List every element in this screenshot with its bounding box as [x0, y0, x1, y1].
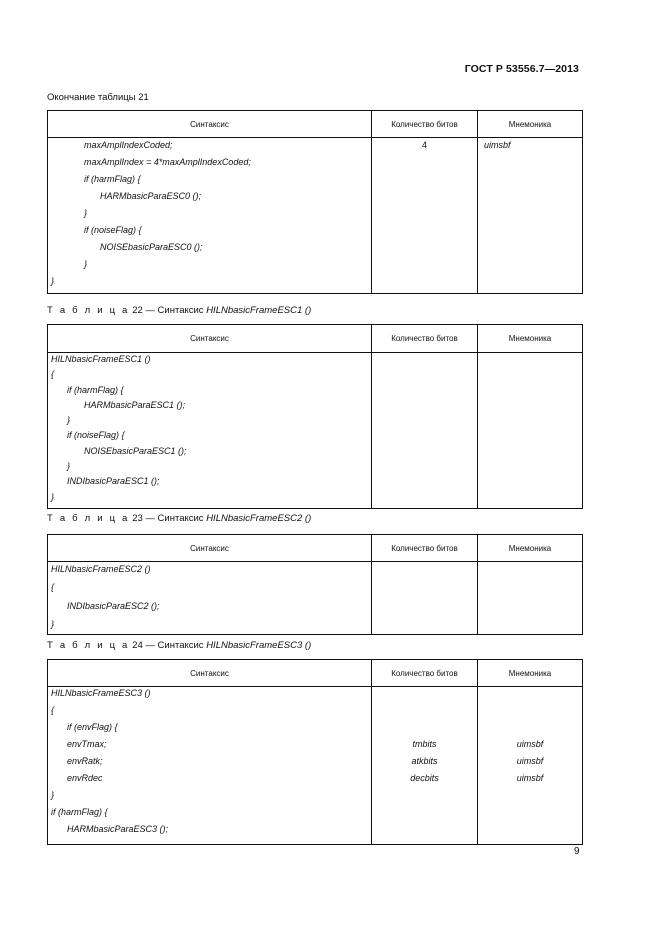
col-header-bits: Количество битов [372, 325, 478, 353]
table21 [47, 110, 583, 294]
mnemonic-cell [478, 138, 583, 294]
table21-caption: Окончание таблицы 21 [47, 92, 149, 103]
col-header-mnemonic: Мнемоника [478, 535, 583, 562]
syntax-line: HARMbasicParaESC0 (); [100, 191, 202, 201]
syntax-line: } [51, 619, 55, 629]
syntax-line: envTmax; [67, 739, 107, 749]
bits-value [372, 722, 477, 739]
table24-caption: Т а б л и ц а 24 — Синтаксис HILNbasicFrameESC3 () [47, 640, 312, 651]
syntax-cell [48, 138, 372, 294]
mnemonic-value: uimsbf [516, 773, 544, 783]
bits-cell [372, 687, 478, 845]
table22 [47, 324, 583, 509]
bits-value: tmbits [412, 739, 437, 749]
col-header-bits: Количество битов [372, 660, 478, 687]
syntax-line: } [51, 790, 55, 800]
document-header: ГОСТ Р 53556.7—2013 [464, 63, 579, 75]
syntax-line: } [51, 491, 55, 502]
mnemonic-value [478, 722, 582, 739]
col-header-bits: Количество битов [372, 535, 478, 562]
col-header-mnemonic: Мнемоника [478, 325, 583, 353]
syntax-line: INDIbasicParaESC2 (); [67, 601, 160, 611]
mnemonic-value: uimsbf [516, 756, 544, 766]
table24 [47, 659, 583, 845]
syntax-line: if (noiseFlag) { [84, 225, 142, 235]
mnemonic-value [478, 688, 582, 705]
syntax-line: if (noiseFlag) { [67, 430, 125, 441]
bits-cell [372, 562, 478, 635]
syntax-line: HARMbasicParaESC3 (); [67, 824, 169, 834]
syntax-line: INDIbasicParaESC1 (); [67, 476, 160, 487]
syntax-line: } [67, 415, 71, 426]
syntax-line: if (harmFlag) { [84, 174, 141, 184]
syntax-line: HARMbasicParaESC1 (); [84, 399, 186, 410]
syntax-line: if (envFlag) { [67, 722, 118, 732]
bits-cell [372, 138, 478, 294]
syntax-line: NOISEbasicParaESC0 (); [100, 242, 203, 252]
bits-value: 4 [421, 140, 427, 150]
bits-value [372, 705, 477, 722]
syntax-line: maxAmplIndexCoded; [84, 140, 173, 150]
syntax-line: HILNbasicFrameESC2 () [51, 564, 151, 574]
syntax-line: envRatk; [67, 756, 103, 766]
col-header-mnemonic: Мнемоника [478, 111, 583, 138]
table22-caption: Т а б л и ц а 22 — Синтаксис HILNbasicFrameESC1 () [47, 305, 312, 316]
page-number: 9 [574, 846, 580, 857]
syntax-line: { [51, 705, 55, 715]
mnemonic-cell [478, 687, 583, 845]
mnemonic-value: uimsbf [484, 140, 511, 150]
syntax-line: if (harmFlag) { [67, 384, 124, 395]
syntax-line: if (harmFlag) { [51, 807, 108, 817]
bits-value: atkbits [411, 756, 438, 766]
syntax-line: } [51, 276, 55, 286]
syntax-line: envRdec [67, 773, 103, 783]
mnemonic-value: uimsbf [516, 739, 544, 749]
syntax-line: maxAmplIndex = 4*maxAmplIndexCoded; [84, 157, 251, 167]
table23-caption: Т а б л и ц а 23 — Синтаксис HILNbasicFrameESC2 () [47, 513, 312, 524]
bits-value: decbits [410, 773, 439, 783]
col-header-syntax: Синтаксис [48, 325, 372, 353]
bits-cell [372, 353, 478, 509]
syntax-line: HILNbasicFrameESC1 () [51, 354, 151, 364]
mnemonic-cell [478, 562, 583, 635]
syntax-cell [48, 562, 372, 635]
syntax-line: NOISEbasicParaESC1 (); [84, 445, 187, 456]
mnemonic-value [478, 705, 582, 722]
syntax-line: } [84, 208, 88, 218]
syntax-line: } [67, 461, 71, 472]
syntax-line: { [51, 369, 55, 380]
syntax-cell [48, 353, 372, 509]
col-header-mnemonic: Мнемоника [478, 660, 583, 687]
col-header-syntax: Синтаксис [48, 111, 372, 138]
syntax-line: HILNbasicFrameESC3 () [51, 688, 151, 698]
table23 [47, 534, 583, 635]
mnemonic-cell [478, 353, 583, 509]
syntax-cell [48, 687, 372, 845]
col-header-syntax: Синтаксис [48, 660, 372, 687]
col-header-syntax: Синтаксис [48, 535, 372, 562]
syntax-line: } [84, 259, 88, 269]
col-header-bits: Количество битов [372, 111, 478, 138]
bits-value [372, 688, 477, 705]
syntax-line: { [51, 582, 55, 592]
